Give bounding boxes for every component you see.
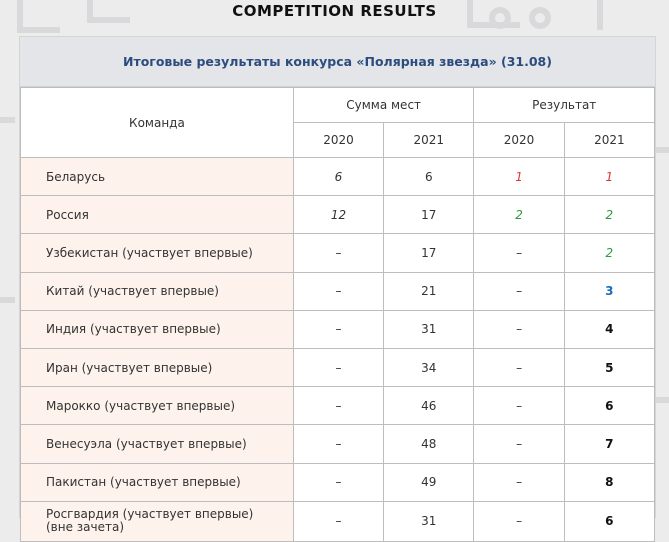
sum-2021: 17 <box>384 196 474 234</box>
result-2020: – <box>474 463 564 501</box>
sum-2021: 31 <box>384 310 474 348</box>
result-2021: 6 <box>564 387 654 425</box>
result-2021: 2 <box>564 234 654 272</box>
header-sum-2020: 2020 <box>293 123 383 158</box>
sum-2021: 31 <box>384 501 474 541</box>
sum-2020: 12 <box>293 196 383 234</box>
result-2021: 2 <box>564 196 654 234</box>
header-result-2021: 2021 <box>564 123 654 158</box>
table-row <box>21 348 655 386</box>
result-2020: – <box>474 425 564 463</box>
table-row <box>21 272 655 310</box>
result-2020: – <box>474 348 564 386</box>
result-2021: 5 <box>564 348 654 386</box>
sum-2021: 34 <box>384 348 474 386</box>
team-name: Венесуэла (участвует впервые) <box>21 425 294 463</box>
team-name <box>21 501 294 541</box>
sum-2020: – <box>293 348 383 386</box>
header-sum: Сумма мест <box>293 88 474 123</box>
table-row <box>21 310 655 348</box>
result-2021: 3 <box>564 272 654 310</box>
sum-2021: 48 <box>384 425 474 463</box>
team-name: Беларусь <box>21 158 294 196</box>
results-banner: Итоговые результаты конкурса «Полярная звезда» (31.08) <box>20 37 655 87</box>
results-table <box>20 87 655 542</box>
sum-2020: – <box>293 272 383 310</box>
header-result-2020: 2020 <box>474 123 564 158</box>
table-row <box>21 501 655 541</box>
result-2021: 8 <box>564 463 654 501</box>
sum-2020: – <box>293 463 383 501</box>
sum-2021: 17 <box>384 234 474 272</box>
sum-2021: 21 <box>384 272 474 310</box>
table-row <box>21 234 655 272</box>
table-row <box>21 196 655 234</box>
table-row <box>21 158 655 196</box>
team-name-line1: Росгвардия (участвует впервые) <box>46 507 254 522</box>
result-2020: – <box>474 310 564 348</box>
result-2020: – <box>474 387 564 425</box>
header-result: Результат <box>474 88 655 123</box>
sum-2021: 6 <box>384 158 474 196</box>
results-panel <box>19 36 656 535</box>
table-row <box>21 463 655 501</box>
team-name: Индия (участвует впервые) <box>21 310 294 348</box>
sum-2021: 49 <box>384 463 474 501</box>
sum-2020: – <box>293 387 383 425</box>
sum-2020: – <box>293 501 383 541</box>
result-2021: 4 <box>564 310 654 348</box>
team-name: Иран (участвует впервые) <box>21 348 294 386</box>
table-row <box>21 387 655 425</box>
team-name: Узбекистан (участвует впервые) <box>21 234 294 272</box>
result-2020: – <box>474 234 564 272</box>
result-2020: 1 <box>474 158 564 196</box>
sum-2020: – <box>293 310 383 348</box>
sum-2021: 46 <box>384 387 474 425</box>
result-2021: 7 <box>564 425 654 463</box>
team-name: Россия <box>21 196 294 234</box>
team-name: Пакистан (участвует впервые) <box>21 463 294 501</box>
sum-2020: – <box>293 425 383 463</box>
header-team: Команда <box>21 88 294 158</box>
result-2020: – <box>474 272 564 310</box>
sum-2020: 6 <box>293 158 383 196</box>
team-name: Марокко (участвует впервые) <box>21 387 294 425</box>
page-title: COMPETITION RESULTS <box>232 2 437 20</box>
table-row <box>21 425 655 463</box>
team-name: Китай (участвует впервые) <box>21 272 294 310</box>
header-sum-2021: 2021 <box>384 123 474 158</box>
result-2020: – <box>474 501 564 541</box>
sum-2020: – <box>293 234 383 272</box>
result-2021: 1 <box>564 158 654 196</box>
team-name-line2: (вне зачета) <box>46 520 125 535</box>
result-2021: 6 <box>564 501 654 541</box>
result-2020: 2 <box>474 196 564 234</box>
